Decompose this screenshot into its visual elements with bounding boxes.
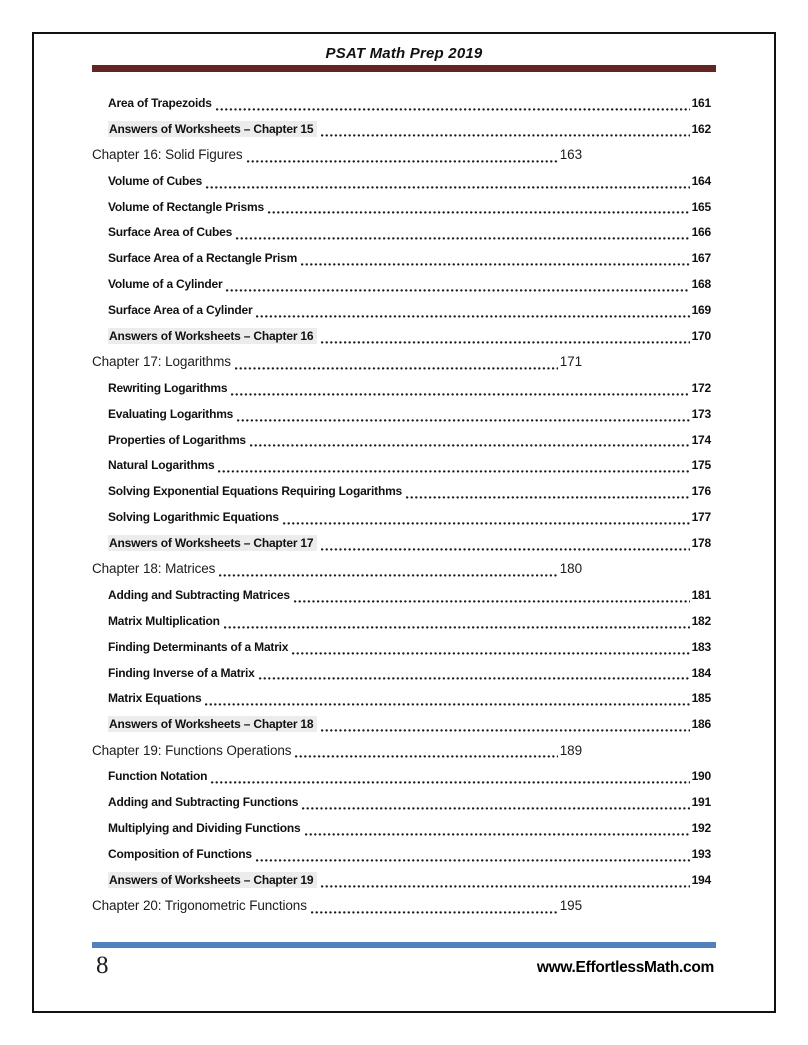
dot-leader xyxy=(231,393,689,396)
dot-leader xyxy=(321,548,689,551)
toc-entry-page: 165 xyxy=(691,199,711,214)
dot-leader xyxy=(256,859,690,862)
toc-entry-page: 171 xyxy=(559,354,582,370)
dot-leader xyxy=(211,781,689,784)
dot-leader xyxy=(268,211,690,214)
toc-entry-label: Composition of Functions xyxy=(108,846,252,861)
toc-entry-label: Answers of Worksheets – Chapter 19 xyxy=(108,872,317,888)
toc-entry xyxy=(108,297,711,323)
dot-leader xyxy=(237,419,689,422)
toc-entry-label: Matrix Equations xyxy=(108,691,202,706)
toc-entry-label: Function Notation xyxy=(108,769,208,784)
toc-entry-page: 166 xyxy=(691,225,711,240)
dot-leader xyxy=(250,444,690,447)
dot-leader xyxy=(321,341,689,344)
toc-entry xyxy=(108,375,711,401)
dot-leader xyxy=(206,186,689,189)
toc-entry-label: Answers of Worksheets – Chapter 16 xyxy=(108,328,317,344)
toc-entry-page: 175 xyxy=(691,458,711,473)
toc-entry-page: 161 xyxy=(691,95,711,110)
toc-entry-page: 181 xyxy=(691,587,711,602)
dot-leader xyxy=(321,729,689,732)
toc-entry xyxy=(108,427,711,453)
toc-entry xyxy=(108,841,711,867)
toc-entry xyxy=(108,323,711,349)
toc-entry-label: Evaluating Logarithms xyxy=(108,406,234,421)
toc-entry-page: 185 xyxy=(691,691,711,706)
toc-entry-label: Surface Area of a Cylinder xyxy=(108,303,253,318)
toc-entry xyxy=(108,582,711,608)
toc-entry-label: Chapter 16: Solid Figures xyxy=(92,147,243,163)
toc-entry xyxy=(92,142,582,168)
toc-entry-label: Chapter 20: Trigonometric Functions xyxy=(92,898,307,914)
toc-entry-page: 178 xyxy=(691,536,711,551)
toc-entry-page: 170 xyxy=(691,328,711,343)
dot-leader xyxy=(321,134,689,137)
toc-entry-page: 186 xyxy=(691,717,711,732)
toc-entry xyxy=(108,608,711,634)
dot-leader xyxy=(292,652,689,655)
toc-entry-page: 162 xyxy=(691,121,711,136)
footer-website-link: www.EffortlessMath.com xyxy=(536,959,714,976)
toc-entry-label: Multiplying and Dividing Functions xyxy=(108,820,301,835)
toc-entry-label: Chapter 17: Logarithms xyxy=(92,354,231,370)
toc-entry xyxy=(108,116,711,142)
toc-entry-label: Volume of Rectangle Prisms xyxy=(108,199,264,214)
toc-entry xyxy=(92,556,582,582)
toc-entry-label: Chapter 18: Matrices xyxy=(92,561,216,577)
toc-entry-label: Answers of Worksheets – Chapter 17 xyxy=(108,535,317,551)
toc-entry-label: Solving Exponential Equations Requiring Logarithms xyxy=(108,484,403,499)
page-header-title: PSAT Math Prep 2019 xyxy=(325,45,483,62)
toc-entry xyxy=(108,401,711,427)
dot-leader xyxy=(295,755,557,758)
toc-entry xyxy=(108,634,711,660)
dot-leader xyxy=(224,626,690,629)
dot-leader xyxy=(294,600,690,603)
toc-entry xyxy=(92,349,582,375)
dot-leader xyxy=(219,574,557,577)
toc-entry xyxy=(108,867,711,893)
dot-leader xyxy=(235,367,558,370)
footer-rule xyxy=(92,942,716,948)
dot-leader xyxy=(218,470,689,473)
toc-entry-page: 167 xyxy=(691,251,711,266)
table-of-contents xyxy=(92,90,716,919)
toc-entry-label: Adding and Subtracting Matrices xyxy=(108,587,290,602)
toc-entry-page: 184 xyxy=(691,665,711,680)
toc-entry-page: 194 xyxy=(691,872,711,887)
toc-entry xyxy=(108,194,711,220)
toc-entry xyxy=(108,763,711,789)
toc-entry xyxy=(108,789,711,815)
toc-entry xyxy=(108,245,711,271)
toc-entry-page: 168 xyxy=(691,277,711,292)
toc-entry-label: Matrix Multiplication xyxy=(108,613,220,628)
dot-leader xyxy=(226,289,689,292)
toc-entry xyxy=(108,530,711,556)
page-border-frame xyxy=(32,32,776,1013)
dot-leader xyxy=(236,237,690,240)
toc-entry-page: 180 xyxy=(559,561,582,577)
toc-entry-label: Answers of Worksheets – Chapter 15 xyxy=(108,121,317,137)
toc-entry-label: Finding Inverse of a Matrix xyxy=(108,665,255,680)
toc-entry xyxy=(108,452,711,478)
toc-entry xyxy=(108,815,711,841)
toc-entry-page: 169 xyxy=(691,303,711,318)
dot-leader xyxy=(406,496,690,499)
toc-entry-label: Rewriting Logarithms xyxy=(108,380,228,395)
dot-leader xyxy=(301,263,690,266)
toc-entry xyxy=(108,271,711,297)
toc-entry-label: Chapter 19: Functions Operations xyxy=(92,742,292,758)
toc-entry-label: Surface Area of Cubes xyxy=(108,225,233,240)
toc-entry-label: Solving Logarithmic Equations xyxy=(108,510,279,525)
dot-leader xyxy=(259,677,690,680)
toc-entry-label: Surface Area of a Rectangle Prism xyxy=(108,251,298,266)
toc-entry-page: 190 xyxy=(691,769,711,784)
toc-entry-page: 191 xyxy=(691,794,711,809)
toc-entry xyxy=(92,737,582,763)
dot-leader xyxy=(321,885,689,888)
toc-entry-label: Properties of Logarithms xyxy=(108,432,246,447)
toc-entry xyxy=(92,893,582,919)
toc-entry-page: 192 xyxy=(691,820,711,835)
toc-entry xyxy=(108,711,711,737)
toc-entry-page: 189 xyxy=(559,742,582,758)
dot-leader xyxy=(216,108,690,111)
toc-entry xyxy=(108,504,711,530)
toc-entry-page: 173 xyxy=(691,406,711,421)
toc-entry-page: 174 xyxy=(691,432,711,447)
toc-entry xyxy=(108,478,711,504)
dot-leader xyxy=(302,807,689,810)
toc-entry-page: 183 xyxy=(691,639,711,654)
toc-entry xyxy=(108,168,711,194)
toc-entry-page: 176 xyxy=(691,484,711,499)
toc-entry-page: 163 xyxy=(559,147,582,163)
toc-entry-page: 177 xyxy=(691,510,711,525)
header-rule xyxy=(92,65,716,72)
toc-entry-label: Answers of Worksheets – Chapter 18 xyxy=(108,716,317,732)
toc-entry-label: Volume of a Cylinder xyxy=(108,277,223,292)
toc-entry-label: Natural Logarithms xyxy=(108,458,215,473)
dot-leader xyxy=(311,911,558,914)
toc-entry xyxy=(108,219,711,245)
dot-leader xyxy=(256,315,689,318)
dot-leader xyxy=(305,833,690,836)
footer-page-number: 8 xyxy=(96,952,109,979)
toc-entry xyxy=(108,685,711,711)
toc-entry-page: 182 xyxy=(691,613,711,628)
toc-entry-page: 172 xyxy=(691,380,711,395)
toc-entry-page: 164 xyxy=(691,173,711,188)
dot-leader xyxy=(283,522,690,525)
toc-entry-page: 195 xyxy=(559,898,582,914)
toc-entry-label: Area of Trapezoids xyxy=(108,95,212,110)
dot-leader xyxy=(205,703,689,706)
toc-entry-page: 193 xyxy=(691,846,711,861)
dot-leader xyxy=(247,160,558,163)
toc-entry xyxy=(108,660,711,686)
toc-entry-label: Adding and Subtracting Functions xyxy=(108,794,299,809)
toc-entry-label: Volume of Cubes xyxy=(108,173,203,188)
toc-entry xyxy=(108,90,711,116)
toc-entry-label: Finding Determinants of a Matrix xyxy=(108,639,289,654)
